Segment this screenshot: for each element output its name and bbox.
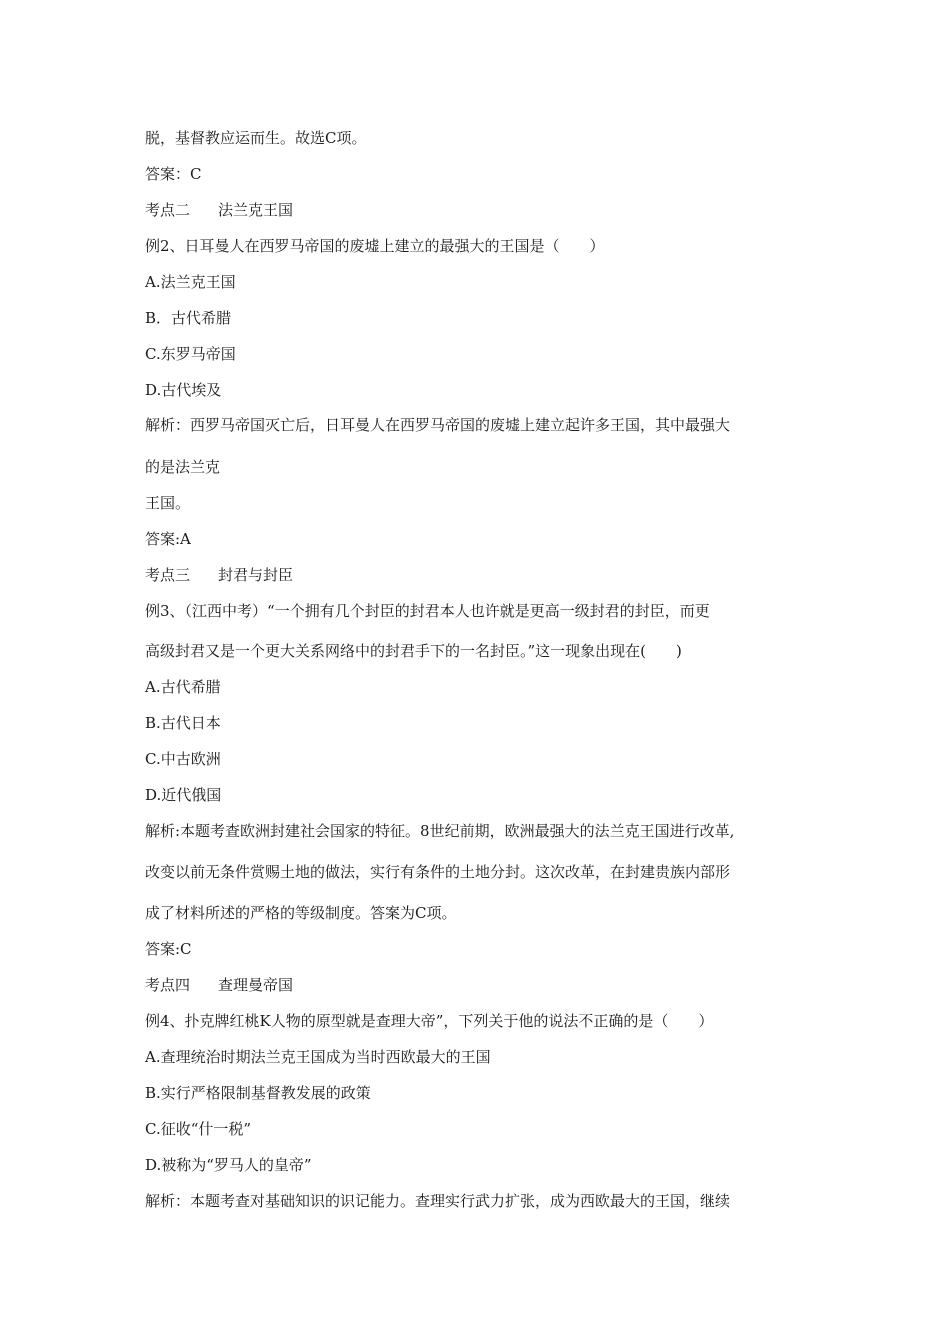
option-c: C.征收“什一税” <box>145 1120 252 1138</box>
explanation-text: 解析：西罗马帝国灭亡后，日耳曼人在西罗马帝国的废墟上建立起许多王国，其中最强大 <box>145 416 731 434</box>
option-c: C.中古欧洲 <box>145 750 221 768</box>
question-text: 例2、日耳曼人在西罗马帝国的废墟上建立的最强大的王国是（ ） <box>145 237 605 255</box>
option-a: A.查理统治时期法兰克王国成为当时西欧最大的王国 <box>145 1048 491 1066</box>
option-b: B.古代日本 <box>145 714 221 732</box>
section-heading <box>145 565 293 585</box>
answer-text: 答案:A <box>145 530 191 548</box>
explanation-text: 解析：本题考查对基础知识的识记能力。查理实行武力扩张，成为西欧最大的王国，继续 <box>145 1192 731 1210</box>
option-d: D.近代俄国 <box>145 786 222 804</box>
option-a: A.古代希腊 <box>145 678 221 696</box>
explanation-text: 脱，基督教应运而生。故选C项。 <box>145 129 367 147</box>
explanation-text: 解析:本题考查欧洲封建社会国家的特征。8世纪前期，欧洲最强大的法兰克王国进行改革, <box>145 822 735 840</box>
option-c: C.东罗马帝国 <box>145 345 236 363</box>
section-number: 考点四 <box>145 976 191 994</box>
explanation-text: 改变以前无条件赏赐土地的做法，实行有条件的土地分封。这次改革，在封建贵族内部形 <box>145 863 731 881</box>
option-b: B.实行严格限制基督教发展的政策 <box>145 1084 371 1102</box>
explanation-text: 的是法兰克 <box>145 458 221 476</box>
section-number: 考点三 <box>145 566 191 584</box>
option-d: D.古代埃及 <box>145 381 222 399</box>
answer-text: 答案:C <box>145 940 192 958</box>
question-text: 高级封君又是一个更大关系网络中的封君手下的一名封臣。”这一现象出现在( ) <box>145 642 682 660</box>
section-title: 法兰克王国 <box>218 201 294 219</box>
answer-text: 答案：C <box>145 165 202 183</box>
section-title: 查理曼帝国 <box>218 976 294 994</box>
explanation-text: 王国。 <box>145 494 191 512</box>
section-title: 封君与封臣 <box>218 566 294 584</box>
question-text: 例3、（江西中考）“一个拥有几个封臣的封君本人也许就是更高一级封君的封臣，而更 <box>145 602 710 620</box>
explanation-text: 成了材料所述的严格的等级制度。答案为C项。 <box>145 904 457 922</box>
section-number: 考点二 <box>145 201 191 219</box>
option-a: A.法兰克王国 <box>145 273 236 291</box>
option-b: B．古代希腊 <box>145 309 232 327</box>
question-text: 例4、扑克牌红桃K人物的原型就是查理大帝”，下列关于他的说法不正确的是（ ） <box>145 1012 714 1030</box>
section-heading <box>145 975 293 995</box>
option-d: D.被称为“罗马人的皇帝” <box>145 1156 312 1174</box>
section-heading <box>145 200 293 220</box>
